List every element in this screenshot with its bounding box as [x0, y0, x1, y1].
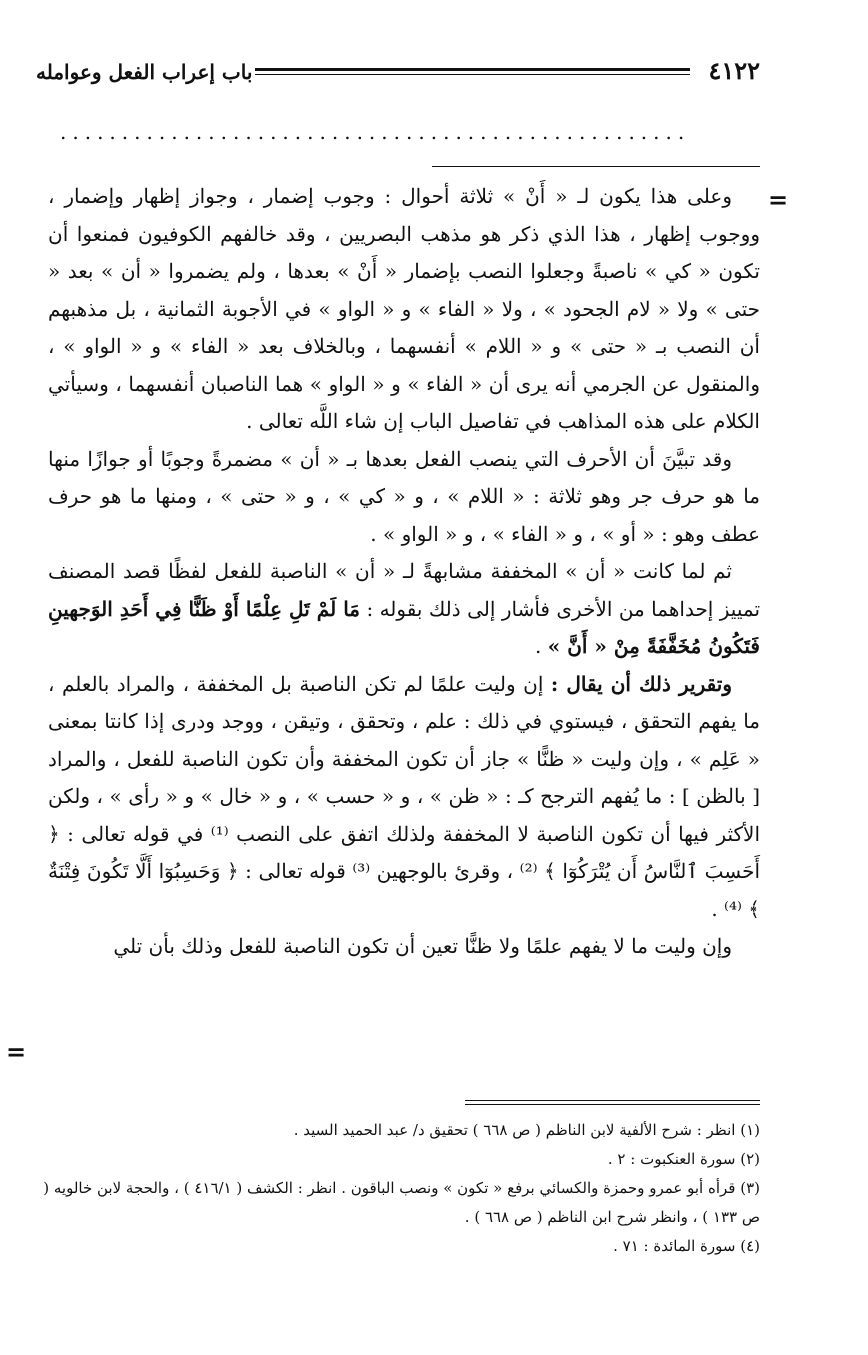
footnote-rule-second: [465, 1104, 760, 1105]
footnote-4: (٤) سورة المائدة : ٧١ .: [613, 1237, 760, 1255]
section-rule: [432, 166, 760, 167]
footnote-2: (٢) سورة العنكبوت : ٢ .: [607, 1150, 760, 1168]
paragraph-3-end: .: [535, 634, 548, 658]
footnote-1: (١) انظر : شرح الألفية لابن الناظم ( ص ٦٦٨ ) تحقيق د/ عبد الحميد السيد .: [293, 1121, 760, 1139]
main-text: [48, 178, 760, 966]
footnote-rule: [465, 1100, 760, 1101]
header-rule: [255, 68, 690, 75]
page-header: [30, 54, 760, 94]
dotted-separator: ...................................................: [60, 122, 691, 142]
paragraph-2: وقد تبيَّنَ أن الأحرف التي ينصب الفعل بعدها بـ « أن » مضمرةً وجوبًا أو جوازًا منها ما هو حرف جر وهو ثلاثة : « اللام » ، و « كي » ، و « حتى » ، ومنها ما هو حرف عطف وهو : « أو » ، و « الفاء » ، و « الواو » .: [48, 446, 760, 546]
continuation-mark-bottom: =: [6, 1037, 27, 1066]
paragraph-3: [48, 553, 760, 666]
paragraph-3-text: ثم لما كانت « أن » المخففة مشابهةً لـ « أن » الناصبة للفعل لفظًا قصد المصنف تمييز إحداهما من الأخرى فأشار إلى ذلك بقوله :: [48, 559, 761, 621]
footnote-3: (٣) قرأه أبو عمرو وحمزة والكسائي برفع « تكون » ونصب الباقون . انظر : الكشف ( ٤١٦/١ ) ، والحجة لابن خالويه ( ص ١٣٣ ) ، وانظر شرح ابن الناظم ( ص ٦٦٨ ) .: [43, 1179, 760, 1226]
paragraph-5: وإن وليت ما لا يفهم علمًا ولا ظنًّا تعين أن تكون الناصبة للفعل وذلك بأن تلي: [113, 934, 732, 958]
page-number: ٤١٢٢: [708, 56, 760, 85]
paragraph-4: [48, 666, 760, 929]
footnotes: [24, 1116, 760, 1261]
matn-quote: مَا لَمْ تَلِ عِلْمًا أَوْ ظَنًّا فِي أَحَدِ الوَجهينِ فَتَكُونُ مُخَفَّفَةً مِنْ « أَنَّ »: [48, 596, 760, 658]
paragraph-4-lead: وتقرير ذلك أن يقال :: [550, 671, 732, 696]
continuation-mark-top: =: [768, 185, 789, 214]
paragraph-1: وعلى هذا يكون لـ « أَنْ » ثلاثة أحوال : وجوب إضمار ، وجواز إظهار وإضمار ، ووجوب إظهار ، هذا الذي ذكر هو مذهب البصريين ، وقد خالفهم الكوفيون فمنعوا أن تكون « كي » ناصبةً وجعلوا النصب بإضمار « أَنْ » بعدها ، ولم يضمروا « أن » بعد « حتى » ولا « لام الجحود » ، ولا « الفاء » و « الواو » في الأجوبة الثمانية ، بل مذهبهم أن النصب بـ « حتى » و « اللام » أنفسهما ، وبالخلاف بعد « الفاء » و « الواو » ، والمنقول عن الجرمي أنه يرى أن « الفاء » و « الواو » هما الناصبان أنفسهما ، وسيأتي الكلام على هذه المذاهب في تفاصيل الباب إن شاء اللَّه تعالى .: [48, 184, 760, 433]
paragraph-4-text: إن وليت علمًا لم تكن الناصبة بل المخففة ، والمراد بالعلم ، ما يفهم التحقق ، فيستوي في ذلك : علم ، وتحقق ، وتيقن ، ووجد ودرى إذا كانتا بمعنى « عَلِم » ، وإن وليت « ظنًّا » جاز أن تكون المخففة وأن تكون الناصبة للفعل ، والمراد [ بالظن ] : ما يُفهم الترجح كـ : « ظن » ، و « حسب » ، و « خال » و « رأى » ، ولكن الأكثر فيها أن تكون الناصبة لا المخففة ولذلك اتفق على النصب ⁽¹⁾ في قوله تعالى : ﴿ أَحَسِبَ ٱلنَّاسُ أَن يُتْرَكُوٓا ﴾ ⁽²⁾ ، وقرئ بالوجهين ⁽³⁾ قوله تعالى : ﴿ وَحَسِبُوٓا أَلَّا تَكُونَ فِتْنَةٌ ﴾ ⁽⁴⁾ .: [48, 671, 761, 921]
chapter-title: باب إعراب الفعل وعوامله: [36, 60, 253, 84]
